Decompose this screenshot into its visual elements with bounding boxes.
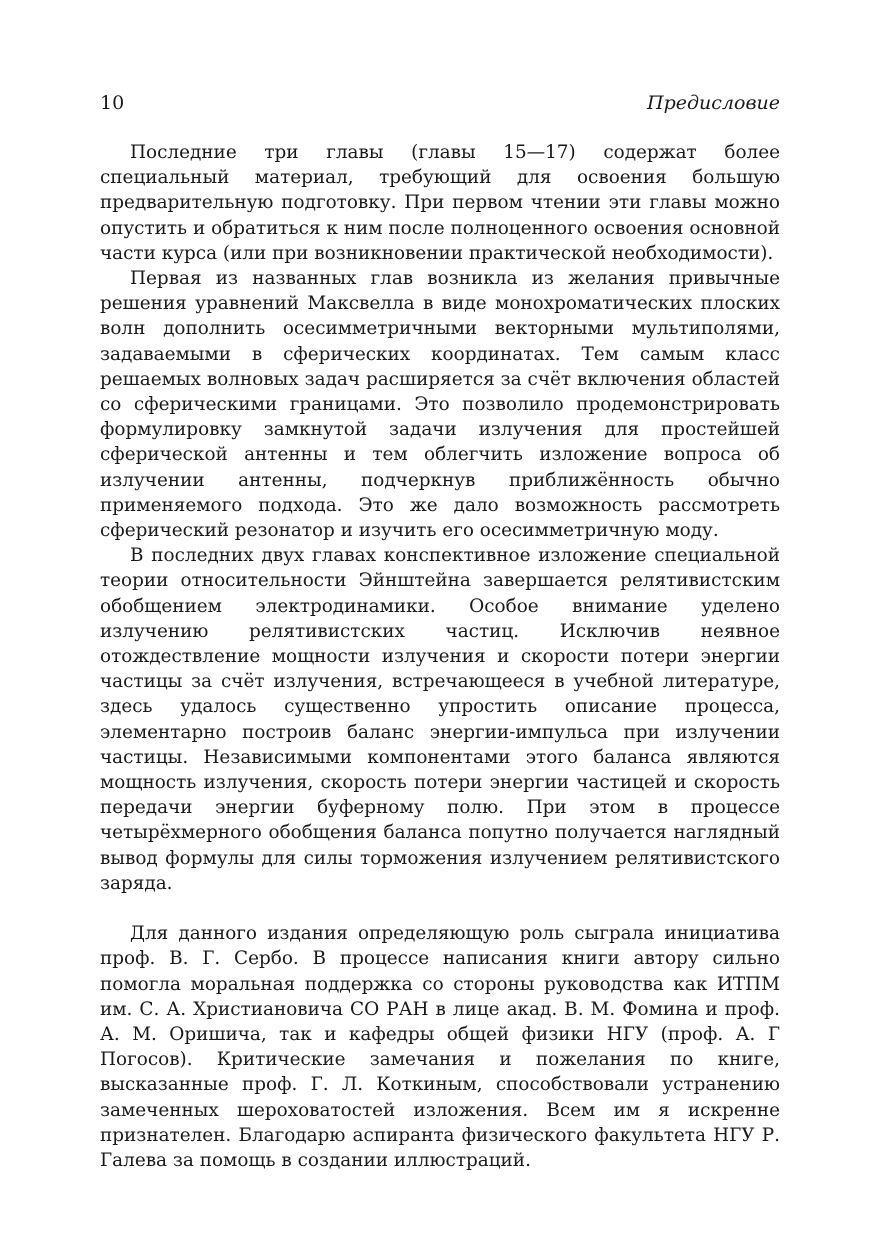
book-page: [100, 88, 780, 1173]
running-title: Предисловие: [647, 92, 780, 114]
paragraph-final-chapters: Последние три главы (главы 15—17) содержат более специальный материал, требующий для освоения большую предварительную подготовку. При первом чтении эти главы можно опустить и обратиться к ним после полноценного освоения основной части курса (или при возникновении практической необходимости).: [100, 142, 780, 264]
paragraph-relativity: В последних двух главах конспективное изложение специальной теории относительности Эйнштейна завершается релятивистским обобщением электродинамики. Особое внимание уделено излучению релятивистских частиц. Исключив неявное отождествление мощности излучения и скорости потери энергии частицы за счёт излучения, встречающееся в учебной литературе, здесь удалось существенно упростить описание процесса, элементарно построив баланс энергии-импульса при излучении частицы. Независимыми компонентами этого баланса являются мощность излучения, скорость потери энергии частицей и скорость передачи энергии буферному полю. При этом в процессе четырёхмерного обобщения баланса попутно получается наглядный вывод формулы для силы торможения излучением релятивистского заряда.: [100, 545, 780, 894]
running-head: [100, 88, 780, 118]
page-number: 10: [100, 92, 125, 114]
body-text: [100, 140, 780, 1173]
paragraph-multipoles: Первая из названных глав возникла из желания привычные решения уравнений Максвелла в виде монохроматических плоских волн дополнить осесимметричными векторными мультиполями, задаваемыми в сферических координатах. Тем самым класс решаемых волновых задач расширяется за счёт включения областей со сферическими границами. Это позволило продемонстрировать формулировку замкнутой задачи излучения для простейшей сферической антенны и тем облегчить изложение вопроса об излучении антенны, подчеркнув приближённость обычно применяемого подхода. Это же дало возможность рассмотреть сферический резонатор и изучить его осесимметричную моду.: [100, 268, 780, 542]
section-gap: [100, 896, 780, 921]
paragraph-acknowledgements: Для данного издания определяющую роль сыграла инициатива проф. В. Г. Сербо. В процессе написания книги автору сильно помогла моральная поддержка со стороны руководства как ИТПМ им. С. А. Христиановича СО РАН в лице акад. В. М. Фомина и проф. А. М. Оришича, так и кафедры общей физики НГУ (проф. А. Г Погосов). Критические замечания и пожелания по книге, высказанные проф. Г. Л. Коткиным, способствовали устранению замеченных шероховатостей изложения. Всем им я искренне признателен. Благодарю аспиранта физического факультета НГУ Р. Галева за помощь в создании иллюстраций.: [100, 923, 780, 1171]
